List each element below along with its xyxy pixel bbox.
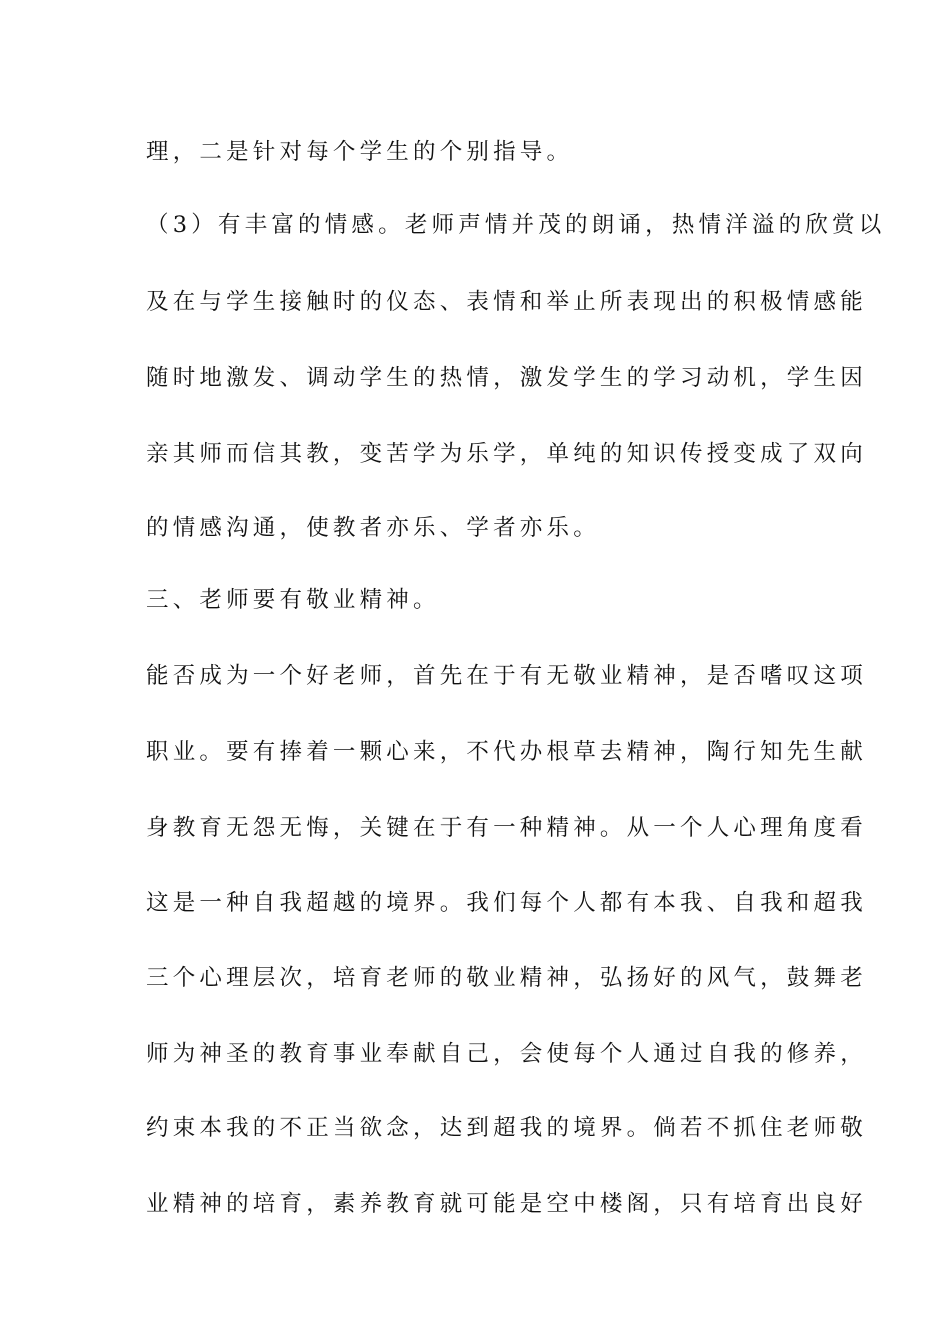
text-line: 随时地激发、调动学生的热情，激发学生的学习动机，学生因 [146, 365, 867, 391]
section-heading: 三、老师要有敬业精神。 [146, 587, 440, 613]
text-line: 这是一种自我超越的境界。我们每个人都有本我、自我和超我 [146, 890, 867, 916]
text-line: 的情感沟通，使教者亦乐、学者亦乐。 [146, 515, 600, 541]
text-line: 职业。要有捧着一颗心来，不代办根草去精神，陶行知先生献 [146, 739, 867, 765]
text-line: 身教育无怨无悔，关键在于有一种精神。从一个人心理角度看 [146, 815, 867, 841]
text-line: 理，二是针对每个学生的个别指导。 [146, 139, 574, 165]
text-line: 师为神圣的教育事业奉献自己，会使每个人通过自我的修养， [146, 1041, 867, 1067]
text-line: 能否成为一个好老师，首先在于有无敬业精神，是否嗜叹这项 [146, 663, 867, 689]
text-line: 约束本我的不正当欲念，达到超我的境界。倘若不抓住老师敬 [146, 1115, 867, 1141]
text-line: 及在与学生接触时的仪态、表情和举止所表现出的积极情感能 [146, 289, 867, 315]
text-line: 业精神的培育，素养教育就可能是空中楼阁，只有培育出良好 [146, 1191, 867, 1217]
text-line: 三个心理层次，培育老师的敬业精神，弘扬好的风气，鼓舞老 [146, 965, 867, 991]
text-line: （3）有丰富的情感。老师声情并茂的朗诵，热情洋溢的欣赏以 [146, 212, 886, 238]
text-line: 亲其师而信其教，变苦学为乐学，单纯的知识传授变成了双向 [146, 441, 867, 467]
